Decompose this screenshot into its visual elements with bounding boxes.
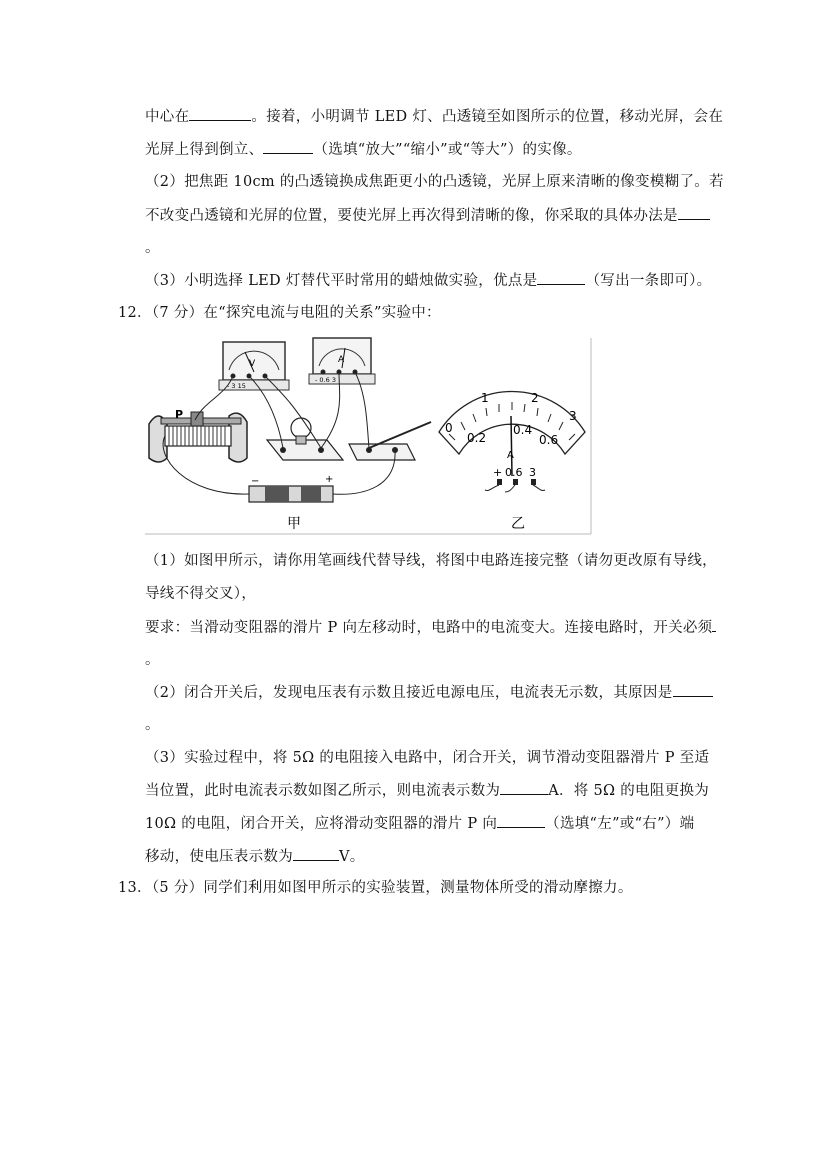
text-line: 要求：当滑动变阻器的滑片 P 向左移动时，电路中的电流变大。连接电路时，开关必须 — [145, 617, 716, 638]
battery-minus: − — [251, 476, 260, 487]
text-line: （1）如图甲所示，请你用笔画线代替导线，将图中电路连接完整（请勿更改原有导线， — [145, 553, 717, 569]
answer-blank[interactable] — [500, 780, 548, 795]
voltmeter-symbol: V — [249, 359, 256, 369]
dial-label: 0.4 — [513, 423, 533, 437]
dial-unit: A — [507, 450, 514, 461]
text-line: （2）把焦距 10cm 的凸透镜换成焦距更小的凸透镜，光屏上原来清晰的像变模糊了。若 — [145, 174, 724, 190]
ammeter-dial — [439, 391, 585, 492]
text-line: 移动，使电压表示数为 V。 — [145, 846, 365, 867]
dial-label: 0.2 — [467, 431, 487, 445]
rheostat — [149, 408, 247, 462]
text-line: 。 — [145, 240, 160, 256]
battery — [249, 474, 333, 502]
dial-terminal: 3 — [529, 466, 536, 479]
question-12-heading: 12．（7 分）在“探究电流与电阻的关系”实验中： — [118, 305, 441, 321]
text-line: 不改变凸透镜和光屏的位置，要使光屏上再次得到清晰的像，你采取的具体办法是 — [145, 205, 710, 226]
figure-label-jia: 甲 — [287, 516, 301, 532]
ammeter — [309, 338, 375, 384]
text-line: 光屏上得到倒立、 （选填“放大”“缩小”或“等大”）的实像。 — [145, 139, 582, 160]
text-line: 10Ω 的电阻，闭合开关，应将滑动变阻器的滑片 P 向 （选填“左”或“右”）端 — [145, 813, 694, 834]
text-line: （2）闭合开关后，发现电压表有示数且接近电源电压，电流表无示数，其原因是 — [145, 682, 713, 703]
switch — [349, 422, 431, 460]
answer-blank[interactable] — [293, 846, 339, 861]
dial-terminal: + — [493, 466, 503, 479]
text-line: （3）实验过程中，将 5Ω 的电阻接入电路中，闭合开关，调节滑动变阻器滑片 P 至适 — [145, 750, 710, 766]
text-line: 导线不得交叉）， — [145, 586, 257, 602]
text-line: （3）小明选择 LED 灯替代平时常用的蜡烛做实验，优点是 （写出一条即可）。 — [145, 270, 711, 291]
answer-blank[interactable] — [263, 139, 313, 154]
ammeter-symbol: A — [338, 355, 345, 365]
answer-blank[interactable] — [678, 205, 710, 220]
answer-blank[interactable] — [537, 270, 585, 285]
text-line: 当位置，此时电流表示数如图乙所示，则电流表示数为 A．将 5Ω 的电阻更换为 — [145, 780, 709, 801]
dial-label: 0 — [445, 421, 453, 435]
dial-label: 1 — [481, 391, 489, 405]
question-13-heading: 13．（5 分）同学们利用如图甲所示的实验装置，测量物体所受的滑动摩擦力。 — [118, 880, 633, 896]
dial-label: 0.6 — [539, 433, 559, 447]
answer-blank[interactable] — [497, 813, 545, 828]
text-line: 。 — [145, 652, 160, 668]
circuit-diagram — [145, 336, 593, 536]
answer-blank[interactable] — [189, 106, 251, 121]
dial-label: 2 — [531, 391, 539, 405]
text-line: 。 — [145, 717, 160, 733]
text-line: 中心在 。接着，小明调节 LED 灯、凸透镜至如图所示的位置，移动光屏，会在 — [145, 106, 723, 127]
slider-label: P — [175, 408, 184, 421]
ammeter-terminals: - 0.6 3 — [315, 376, 336, 384]
dial-terminal: 0.6 — [505, 466, 523, 479]
figure-label-yi: 乙 — [511, 516, 525, 532]
answer-blank[interactable] — [673, 682, 713, 697]
voltmeter-terminals: - 3 15 — [227, 382, 246, 390]
circuit-figure — [145, 336, 593, 536]
bulb-board — [267, 418, 343, 460]
dial-label: 3 — [569, 409, 577, 423]
answer-blank[interactable] — [712, 617, 716, 632]
battery-plus: + — [325, 474, 334, 485]
